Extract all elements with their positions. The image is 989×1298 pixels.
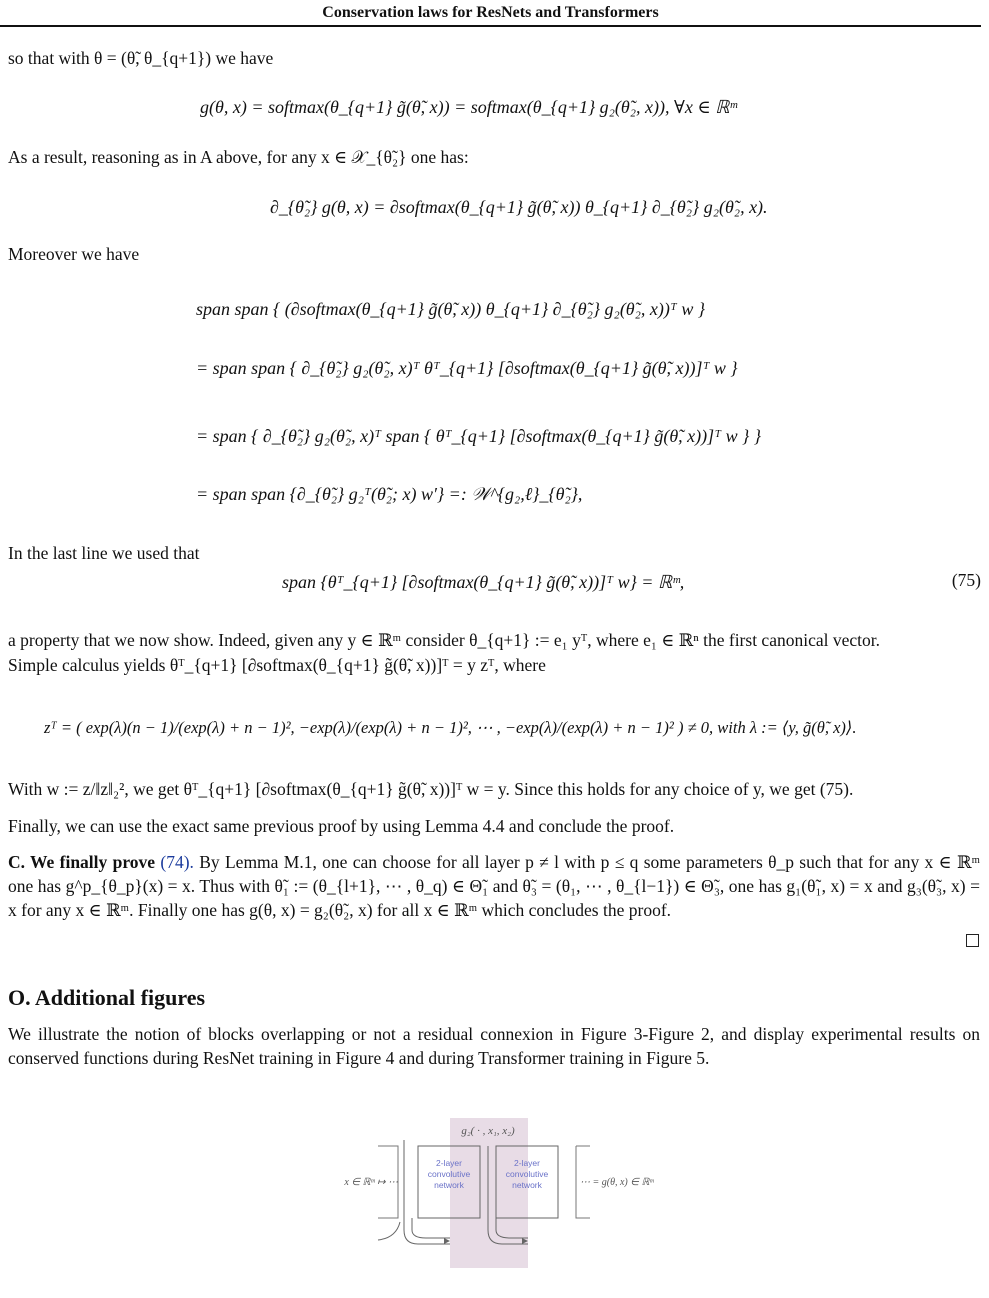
skip-connection-1-inner: [412, 1218, 450, 1238]
ref-74-link[interactable]: (74).: [160, 852, 194, 872]
running-header: Conservation laws for ResNets and Transformers: [322, 4, 659, 21]
equation-75: span {θᵀ_{q+1} [∂softmax(θ_{q+1} g̃(θ̃, x))]ᵀ w} = ℝᵐ,: [282, 572, 685, 592]
skip-connection-1: [404, 1140, 450, 1244]
paragraph-4: In the last line we used that: [8, 543, 200, 563]
shaded-g2-region: [450, 1118, 528, 1268]
p1-text: so that with θ = (θ̃, θ_{q+1}) we have: [8, 48, 274, 68]
paragraph-2: As a result, reasoning as in A above, for any x ∈ 𝒳_{θ̃₂} one has:: [8, 147, 469, 167]
paragraph-9: We illustrate the notion of blocks overlapping or not a residual connexion in Figure 3-Figure 2, and display experimental results on conserved functions during ResNet training in Figure 4 and during Transformer training in Figure 5.: [8, 1024, 980, 1068]
equation-number-75: (75): [951, 570, 981, 590]
paragraph-6: With w := z/‖z‖₂², we get θᵀ_{q+1} [∂softmax(θ_{q+1} g̃(θ̃, x))]ᵀ w = y. Since this holds for any choice of y, we get (75).: [8, 779, 854, 799]
input-curve: [378, 1222, 400, 1240]
arrow-head-1: [444, 1238, 450, 1244]
block-2-line-2: convolutive: [505, 1169, 549, 1179]
qed-box: [966, 934, 979, 947]
paragraph-5b: Simple calculus yields θᵀ_{q+1} [∂softmax(θ_{q+1} g̃(θ̃, x))]ᵀ = y zᵀ, where: [8, 655, 546, 675]
equation-3-line-2: = span span { ∂_{θ̃₂} g₂(θ̃₂, x)ᵀ θᵀ_{q+1} [∂softmax(θ_{q+1} g̃(θ̃, x))]ᵀ w }: [196, 358, 738, 378]
figure-right-label: ⋯ = g(θ, x) ∈ ℝᵐ: [580, 1177, 654, 1188]
figure-residual-blocks: [300, 1110, 700, 1285]
figure-left-label: x ∈ ℝᵐ ↦ ⋯: [344, 1177, 398, 1188]
section-heading: O. Additional figures: [8, 985, 206, 1010]
equation-2: ∂_{θ̃₂} g(θ, x) = ∂softmax(θ_{q+1} g̃(θ̃, x)) θ_{q+1} ∂_{θ̃₂} g₂(θ̃₂, x).: [270, 197, 768, 217]
header-rule: [0, 25, 981, 27]
paragraph-8-heading: C. We finally prove: [8, 852, 156, 872]
equation-3-line-4: = span span {∂_{θ̃₂} g₂ᵀ(θ̃₂; x) w′} =: 𝒲^{g₂,ℓ}_{θ̃₂},: [196, 484, 583, 504]
equation-z: zᵀ = ( exp(λ)(n − 1)/(exp(λ) + n − 1)², −exp(λ)/(exp(λ) + n − 1)², ⋯ , −exp(λ)/(exp(λ) + n − 1)² ) ≠ 0, with λ := ⟨y, g̃(θ̃, x)⟩.: [44, 718, 857, 737]
equation-3-line-3: = span { ∂_{θ̃₂} g₂(θ̃₂, x)ᵀ span { θᵀ_{q+1} [∂softmax(θ_{q+1} g̃(θ̃, x))]ᵀ w } }: [196, 426, 762, 446]
equation-3-line-1: span span { (∂softmax(θ_{q+1} g̃(θ̃, x)) θ_{q+1} ∂_{θ̃₂} g₂(θ̃₂, x))ᵀ w }: [196, 299, 706, 319]
figure-svg: [300, 1110, 700, 1280]
paragraph-1: [8, 46, 980, 70]
paragraph-7: Finally, we can use the exact same previous proof by using Lemma 4.4 and conclude the proof.: [8, 816, 675, 836]
block-1-line-3: network: [434, 1180, 464, 1190]
block-2-line-1: 2-layer: [514, 1158, 540, 1168]
paragraph-8: [8, 850, 980, 922]
paragraph-8-body: By Lemma M.1, one can choose for all layer p ≠ l with p ≤ q some parameters θ_p such that for any x ∈ ℝᵐ one has g^p_{θ_p}(x) = x. Thus with θ̃₁ := (θ_{l+1}, ⋯ , θ_q) ∈ Θ̃₁ and θ̃₃ = (θ₁, ⋯ , θ_{l−1}) ∈ Θ̃₃, one has g₁(θ̃₁, x) = x and g₃(θ̃₃, x) = x for any x ∈ ℝᵐ. Finally one has g(θ, x) = g₂(θ̃₂, x) for all x ∈ ℝᵐ which concludes the proof.: [8, 852, 981, 920]
block-1-line-2: convolutive: [427, 1169, 471, 1179]
block-2-line-3: network: [512, 1180, 542, 1190]
block-1-line-1: 2-layer: [436, 1158, 462, 1168]
paragraph-3: Moreover we have: [8, 244, 140, 264]
paragraph-5a: a property that we now show. Indeed, given any y ∈ ℝᵐ consider θ_{q+1} := e₁ yᵀ, where e₁ ∈ ℝⁿ the first canonical vector.: [8, 630, 880, 650]
equation-1: g(θ, x) = softmax(θ_{q+1} g̃(θ̃, x)) = softmax(θ_{q+1} g₂(θ̃₂, x)), ∀x ∈ ℝᵐ: [200, 97, 737, 117]
figure-top-label: g₂( · , x₁, x₂): [461, 1125, 515, 1137]
